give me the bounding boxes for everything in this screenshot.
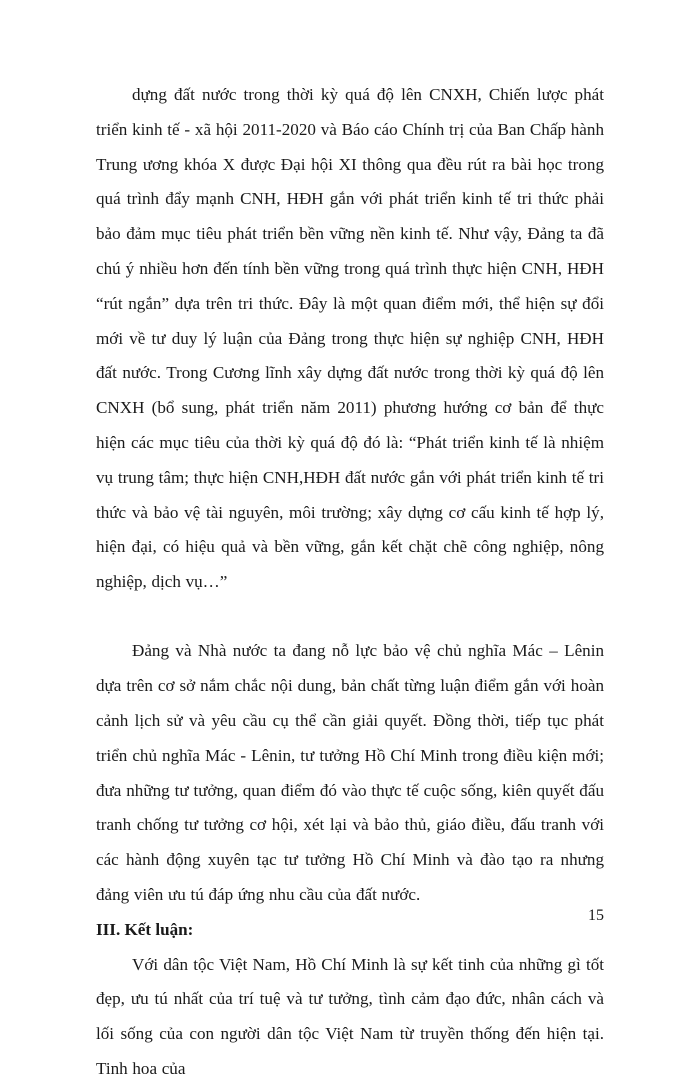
paragraph-marx-lenin-protection: Đảng và Nhà nước ta đang nỗ lực bảo vệ chủ nghĩa Mác – Lênin dựa trên cơ sở nắm chắc nội dung, bản chất từng luận điểm gắn với hoàn cảnh lịch sử và yêu cầu cụ thể cần giải quyết. Đồng thời, tiếp tục phát triển chủ nghĩa Mác - Lênin, tư tưởng Hồ Chí Minh trong điều kiện mới; đưa những tư tưởng, quan điểm đó vào thực tế cuộc sống, kiên quyết đấu tranh chống tư tưởng cơ hội, xét lại và bảo thủ, giáo điều, đấu tranh với các hành động xuyên tạc tư tưởng Hồ Chí Minh và đào tạo ra nhưng đảng viên ưu tú đáp ứng nhu cầu của đất nước. (96, 641, 604, 905)
document-text-column (96, 78, 604, 1087)
paragraph-conclusion-ho-chi-minh: Với dân tộc Việt Nam, Hồ Chí Minh là sự kết tinh của những gì tốt đẹp, ưu tú nhất của trí tuệ và tư tưởng, tình cảm đạo đức, nhân cách và lối sống của con người dân tộc Việt Nam từ truyền thống đến hiện tại. Tinh hoa của (96, 954, 604, 1079)
paragraph-cnh-hdh-strategy: dựng đất nước trong thời kỳ quá độ lên CNXH, Chiến lược phát triển kinh tế - xã hội 2011-2020 và Báo cáo Chính trị của Ban Chấp hành Trung ương khóa X được Đại hội XI thông qua đều rút ra bài học trong quá trình đẩy mạnh CNH, HĐH gắn với phát triển kinh tế tri thức phải bảo đảm mục tiêu phát triển bền vững nền kinh tế. Như vậy, Đảng ta đã chú ý nhiều hơn đến tính bền vững trong quá trình thực hiện CNH, HĐH “rút ngắn” dựa trên tri thức. Đây là một quan điểm mới, thể hiện sự đổi mới về tư duy lý luận của Đảng trong thực hiện sự nghiệp CNH, HĐH đất nước. Trong Cương lĩnh xây dựng đất nước trong thời kỳ quá độ lên CNXH (bổ sung, phát triển năm 2011) phương hướng cơ bản để thực hiện các mục tiêu của thời kỳ quá độ đó là: “Phát triển kinh tế là nhiệm vụ trung tâm; thực hiện CNH,HĐH đất nước gắn với phát triển kinh tế tri thức và bảo vệ tài nguyên, môi trường; xây dựng cơ cấu kinh tế hợp lý, hiện đại, có hiệu quả và bền vững, gắn kết chặt chẽ công nghiệp, nông nghiệp, dịch vụ…” (96, 85, 604, 592)
page-number: 15 (588, 907, 604, 924)
heading-ket-luan: III. Kết luận: (96, 919, 194, 939)
